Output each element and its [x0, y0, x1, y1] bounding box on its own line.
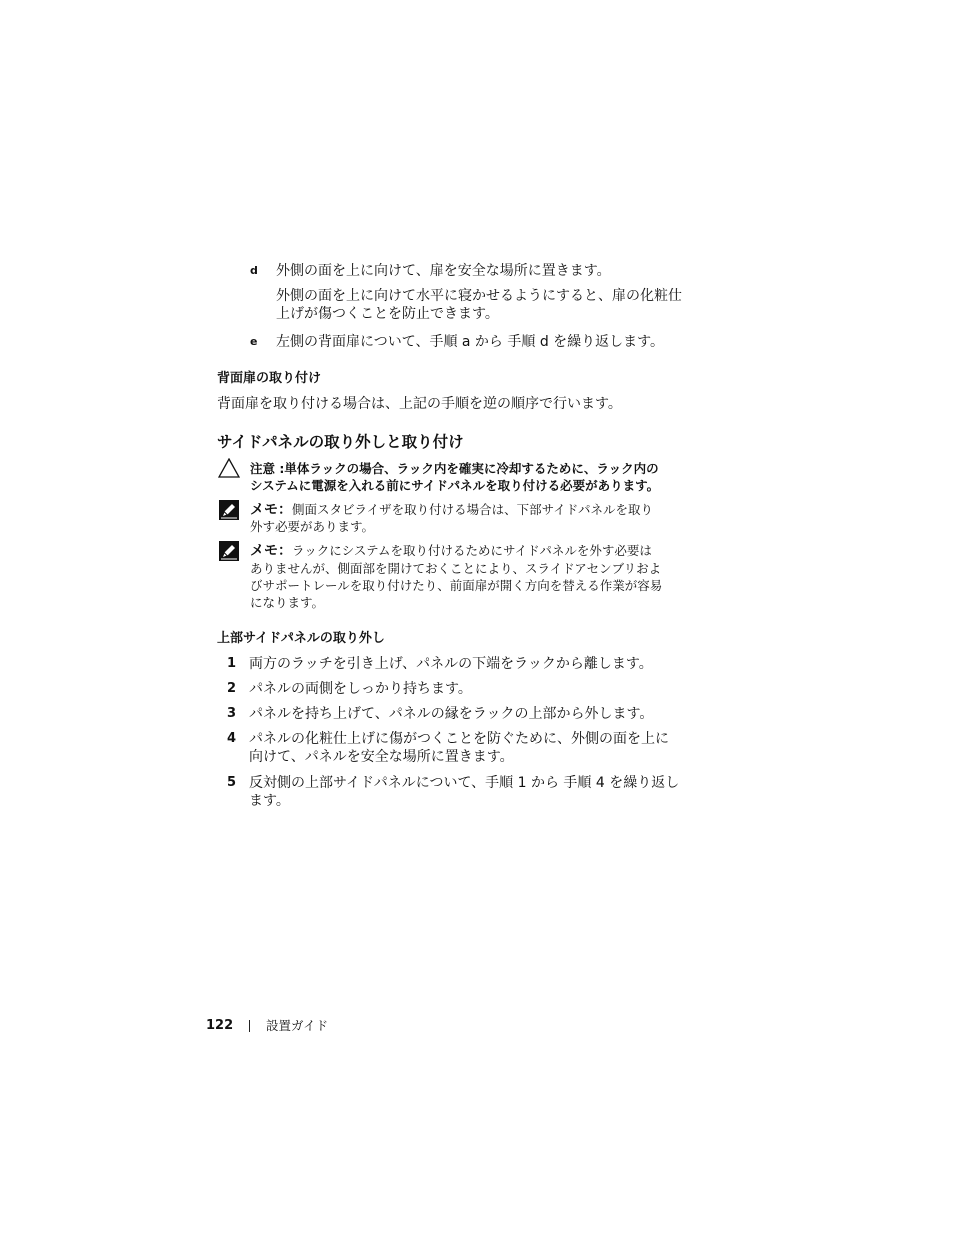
step-d-text: 外側の面を上に向けて、扉を安全な場所に置きます。 [276, 263, 611, 279]
step-4-number: 4 [227, 731, 237, 746]
page-number: 122 [206, 1018, 234, 1033]
step-1-text: 両方のラッチを引き上げ、パネルの下端をラックから離します。 [249, 656, 653, 672]
step-5-number: 5 [227, 775, 237, 790]
step-d-note-line-1: 外側の面を上に向けて水平に寝かせるようにすると、扉の化粧仕 [276, 288, 682, 304]
step-5-text-2: ます。 [249, 793, 290, 809]
note-pencil-icon-2 [219, 541, 239, 561]
note1-line-2: 外す必要があります。 [250, 519, 375, 534]
note2-text-1: ラックにシステムを取り付けるためにサイドパネルを外す必要は [292, 543, 652, 558]
note1-label: メモ： [250, 502, 292, 518]
caution-text-1: 単体ラックの場合、ラック内を確実に冷却するために、ラック内の [284, 461, 659, 476]
heading-remove-top-panel: 上部サイドパネルの取り外し [217, 631, 385, 646]
step-3-text: パネルを持ち上げて、パネルの縁をラックの上部から外します。 [249, 706, 654, 722]
step-3-number: 3 [227, 706, 237, 721]
step-1-number: 1 [227, 656, 237, 671]
heading-side-panels: サイドパネルの取り外しと取り付け [217, 433, 464, 451]
step-4-text-2: 向けて、パネルを安全な場所に置きます。 [249, 749, 514, 765]
caution-line-2: システムに電源を入れる前にサイドパネルを取り付ける必要があります。 [250, 478, 660, 493]
step-marker-e: e [250, 335, 258, 348]
step-4-text-1: パネルの化粧仕上げに傷がつくことを防ぐために、外側の面を上に [249, 731, 669, 747]
note2-label: メモ： [250, 543, 292, 559]
note2-line-4: になります。 [250, 595, 325, 610]
caution-label: 注意 : [250, 461, 285, 476]
step-5-text-1: 反対側の上部サイドパネルについて、手順 1 から 手順 4 を繰り返し [249, 775, 680, 791]
note2-line-3: びサポートレールを取り付けたり、前面扉が開く方向を替える作業が容易 [250, 578, 663, 593]
step-e-text: 左側の背面扉について、手順 a から 手順 d を繰り返します。 [276, 334, 665, 350]
step-2-number: 2 [227, 681, 237, 696]
footer-title: 設置ガイド [266, 1018, 329, 1033]
step-2-text: パネルの両側をしっかり持ちます。 [249, 681, 472, 697]
note1-text-1: 側面スタビライザを取り付ける場合は、下部サイドパネルを取り [292, 502, 654, 517]
note1-line-1 [250, 501, 653, 519]
step-d-note-line-2: 上げが傷つくことを防止できます。 [276, 306, 499, 322]
heading-install-back-door: 背面扉の取り付け [217, 371, 322, 386]
note-pencil-icon [219, 500, 239, 520]
caution-triangle-icon [218, 458, 240, 478]
install-back-door-body: 背面扉を取り付ける場合は、上記の手順を逆の順序で行います。 [217, 396, 622, 412]
note2-line-2: ありませんが、側面部を開けておくことにより、スライドアセンブリおよ [250, 561, 662, 576]
caution-line-1 [250, 460, 659, 477]
step-marker-d: d [250, 264, 258, 277]
footer-separator [249, 1020, 250, 1032]
note2-line-1 [250, 542, 652, 560]
